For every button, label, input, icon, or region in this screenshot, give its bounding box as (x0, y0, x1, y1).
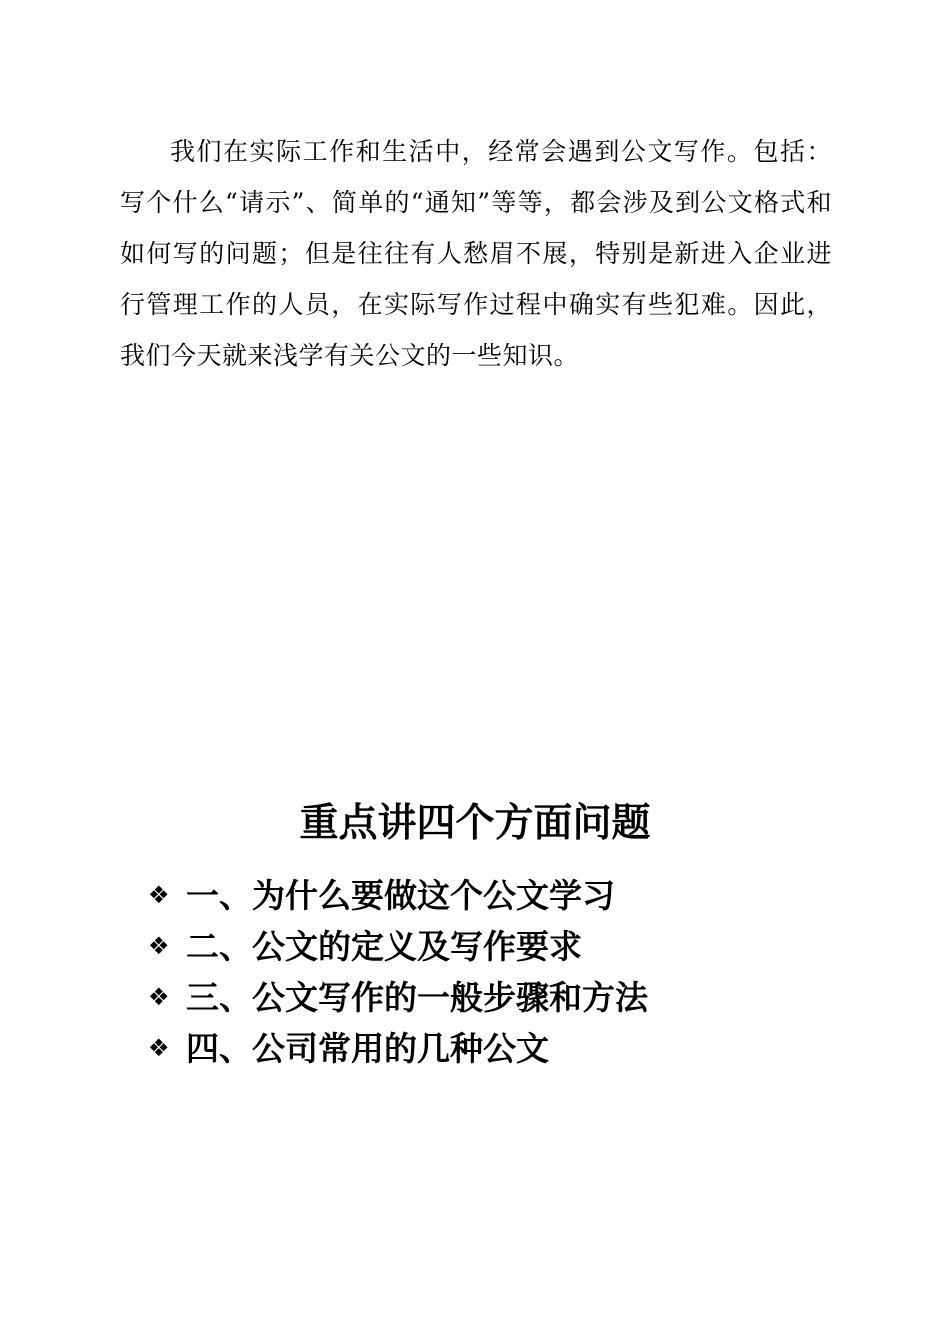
diamond-bullet-icon: ❖ (148, 1034, 170, 1062)
list-item-text: 一、为什么要做这个公文学习 (186, 876, 615, 915)
section-heading: 重点讲四个方面问题 (299, 801, 651, 846)
list-item-text: 三、公文写作的一般步骤和方法 (186, 978, 648, 1017)
list-item (148, 1023, 648, 1074)
topic-list (148, 870, 648, 1074)
intro-paragraph: 我们在实际工作和生活中，经常会遇到公文写作。包括：写个什么“请示”、简单的“通知”等等，都会涉及到公文格式和如何写的问题；但是往往有人愁眉不展，特别是新进入企业进行管理工作的人员，在实际写作过程中确实有些犯难。因此，我们今天就来浅学有关公文的一些知识。 (120, 137, 832, 370)
list-item-text: 四、公司常用的几种公文 (186, 1029, 549, 1068)
diamond-bullet-icon: ❖ (148, 983, 170, 1011)
diamond-bullet-icon: ❖ (148, 932, 170, 960)
list-item-text: 二、公文的定义及写作要求 (186, 927, 582, 966)
list-item (148, 972, 648, 1023)
list-item (148, 870, 648, 921)
diamond-bullet-icon: ❖ (148, 881, 170, 909)
list-item (148, 921, 648, 972)
